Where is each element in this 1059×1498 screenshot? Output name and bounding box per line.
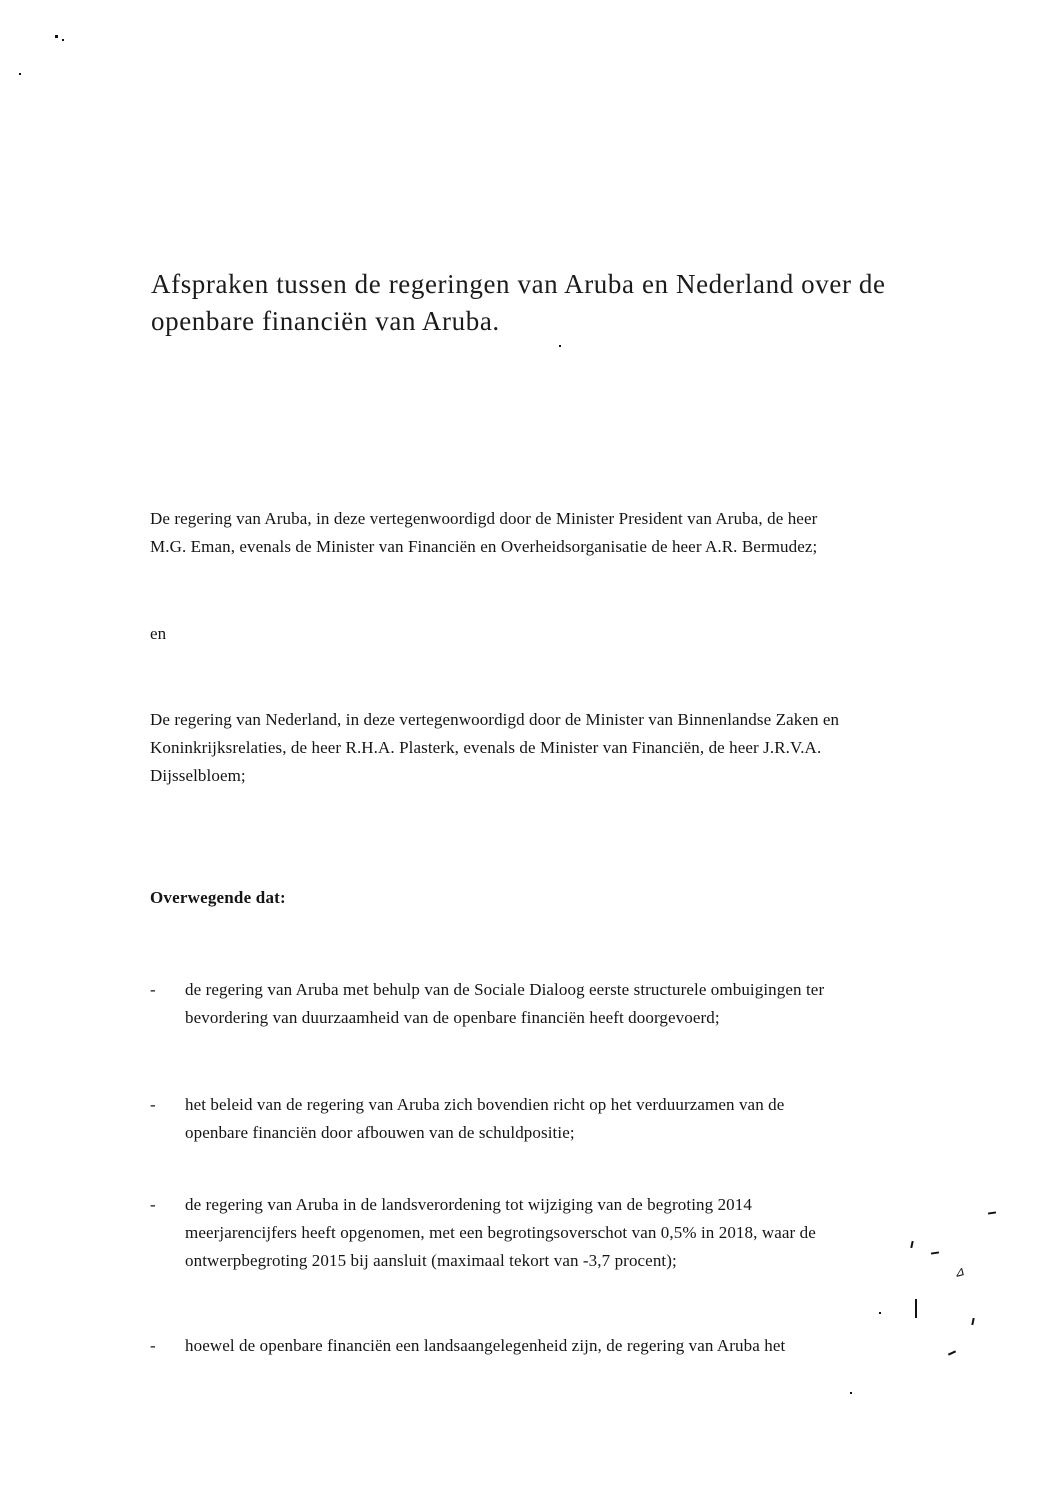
scan-artifact	[915, 1299, 917, 1318]
scan-artifact	[55, 35, 58, 38]
bullet-dash: -	[150, 980, 156, 999]
bullet-item-landsverordening-begroting	[150, 1191, 940, 1275]
bullet-dash: -	[150, 1195, 156, 1214]
scan-artifact	[62, 39, 64, 41]
bullet-text	[185, 1091, 940, 1147]
scan-artifact	[971, 1318, 974, 1325]
bullet-item-landsaangelegenheid	[150, 1332, 940, 1360]
bullet-dash: -	[150, 1336, 156, 1355]
scan-artifact: ⊿	[952, 1263, 967, 1282]
bullet-item-beleid-verduurzamen	[150, 1091, 940, 1147]
section-heading-overwegende: Overwegende dat:	[150, 888, 286, 907]
bullet-3-line-1: de regering van Aruba in de landsverordening tot wijziging van de begroting 2014	[185, 1195, 752, 1214]
scan-artifact	[19, 73, 21, 75]
scan-artifact	[948, 1350, 956, 1355]
paragraph-netherlands-line-1: De regering van Nederland, in deze vertegenwoordigd door de Minister van Binnenlandse Zaken en	[150, 710, 840, 729]
document-title-line-1: Afspraken tussen de regeringen van Aruba en Nederland over de	[151, 269, 886, 299]
bullet-1-line-2: bevordering van duurzaamheid van de openbare financiën heeft doorgevoerd;	[185, 1008, 720, 1027]
scan-artifact	[850, 1392, 852, 1394]
bullet-3-line-3: ontwerpbegroting 2015 bij aansluit (maximaal tekort van -3,7 procent);	[185, 1251, 677, 1270]
bullet-2-line-1: het beleid van de regering van Aruba zich bovendien richt op het verduurzamen van de	[185, 1095, 785, 1114]
bullet-item-sociale-dialoog	[150, 976, 940, 1032]
bullet-text	[185, 1332, 940, 1360]
scan-artifact	[879, 1312, 881, 1314]
paragraph-netherlands-line-2: Koninkrijksrelaties, de heer R.H.A. Plasterk, evenals de Minister van Financiën, de heer J.R.V.A.	[150, 738, 822, 757]
bullet-text	[185, 976, 940, 1032]
paragraph-aruba-line-2: M.G. Eman, evenals de Minister van Financiën en Overheidsorganisatie de heer A.R. Bermudez;	[150, 537, 818, 556]
paragraph-aruba-government	[150, 505, 940, 561]
bullet-2-line-2: openbare financiën door afbouwen van de schuldpositie;	[185, 1123, 575, 1142]
paragraph-netherlands-government	[150, 706, 940, 790]
scan-artifact	[559, 345, 561, 347]
bullet-3-line-2: meerjarencijfers heeft opgenomen, met een begrotingsoverschot van 0,5% in 2018, waar de	[185, 1223, 816, 1242]
bullet-1-line-1: de regering van Aruba met behulp van de Sociale Dialoog eerste structurele ombuigingen ter	[185, 980, 825, 999]
document-title	[151, 266, 941, 340]
bullet-text	[185, 1191, 940, 1275]
document-title-line-2: openbare financiën van Aruba.	[151, 306, 500, 336]
bullet-4-line-1: hoewel de openbare financiën een landsaangelegenheid zijn, de regering van Aruba het	[185, 1336, 786, 1355]
scan-artifact	[988, 1211, 996, 1214]
paragraph-connector-en: en	[150, 624, 167, 643]
paragraph-netherlands-line-3: Dijsselbloem;	[150, 766, 246, 785]
bullet-dash: -	[150, 1095, 156, 1114]
paragraph-aruba-line-1: De regering van Aruba, in deze vertegenwoordigd door de Minister President van Aruba, de heer	[150, 509, 818, 528]
